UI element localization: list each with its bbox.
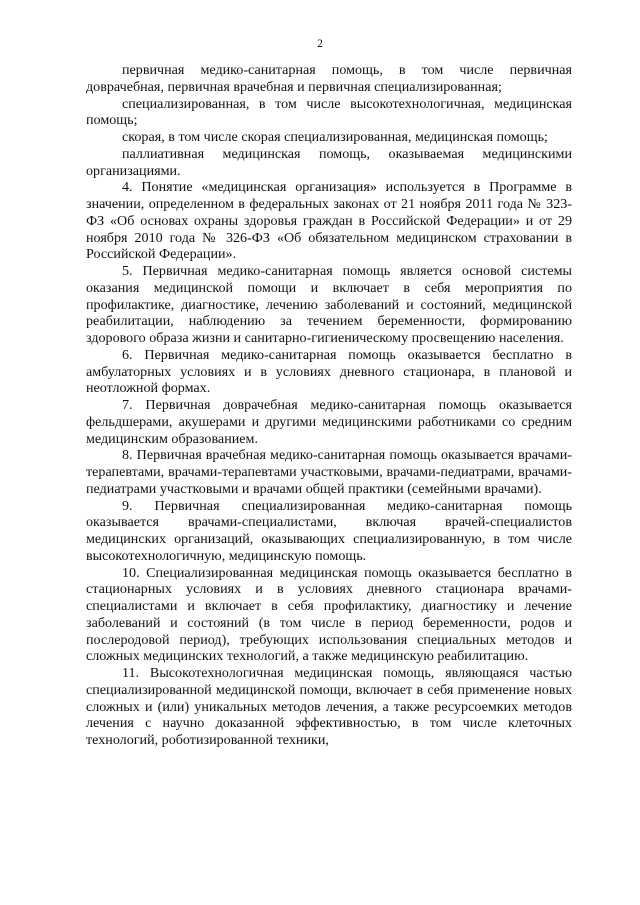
paragraph-item-7: 7. Первичная доврачебная медико-санитарная помощь оказывается фельдшерами, акушерами и другими медицинскими работниками со средним медицинским образованием. [86, 397, 572, 447]
paragraph-specialized-care: специализированная, в том числе высокотехнологичная, медицинская помощь; [86, 95, 572, 129]
paragraph-item-5: 5. Первичная медико-санитарная помощь является основой системы оказания медицинской помощи и включает в себя мероприятия по профилактике, диагностике, лечению заболеваний и состояний, медицинской реабилитации, наблюдению за течением беременности, формированию здорового образа жизни и санитарно-гигиеническому просвещению населения. [86, 263, 572, 346]
paragraph-palliative-care: паллиативная медицинская помощь, оказываемая медицинскими организациями. [86, 145, 572, 179]
paragraph-item-6: 6. Первичная медико-санитарная помощь оказывается бесплатно в амбулаторных условиях и в условиях дневного стационара, в плановой и неотложной формах. [86, 346, 572, 397]
page-number: 2 [317, 38, 323, 50]
paragraph-item-9: 9. Первичная специализированная медико-санитарная помощь оказывается врачами-специалистами, включая врачей-специалистов медицинских организаций, оказывающих специализированную, в том числе высокотехнологичную, медицинскую помощь. [86, 497, 572, 564]
paragraph-item-10: 10. Специализированная медицинская помощь оказывается бесплатно в стационарных условиях и в условиях дневного стационара врачами-специалистами и включает в себя профилактику, диагностику и лечение заболеваний и состояний (в том числе в период беременности, родов и послеродовой период), требующих использования специальных методов и сложных медицинских технологий, а также медицинскую реабилитацию. [86, 564, 572, 665]
paragraph-emergency-care: скорая, в том числе скорая специализированная, медицинская помощь; [122, 129, 548, 145]
paragraph-primary-care: первичная медико-санитарная помощь, в том числе первичная доврачебная, первичная врачебная и первичная специализированная; [86, 62, 572, 95]
document-body [86, 62, 572, 749]
paragraph-item-8: 8. Первичная врачебная медико-санитарная помощь оказывается врачами-терапевтами, врачами-терапевтами участковыми, врачами-педиатрами, врачами-педиатрами участковыми и врачами общей практики (семейными врачами). [86, 447, 572, 497]
paragraph-item-4: 4. Понятие «медицинская организация» используется в Программе в значении, определенном в федеральных законах от 21 ноября 2011 года № 323-ФЗ «Об основах охраны здоровья граждан в Российской Федерации» и от 29 ноября 2010 года № 326-ФЗ «Об обязательном медицинском страховании в Российской Федерации». [86, 179, 572, 263]
paragraph-item-11: 11. Высокотехнологичная медицинская помощь, являющаяся частью специализированной медицинской помощи, включает в себя применение новых сложных и (или) уникальных методов лечения, а также ресурсоемких методов лечения с научно доказанной эффективностью, в том числе клеточных технологий, роботизированной техники, [86, 665, 572, 748]
